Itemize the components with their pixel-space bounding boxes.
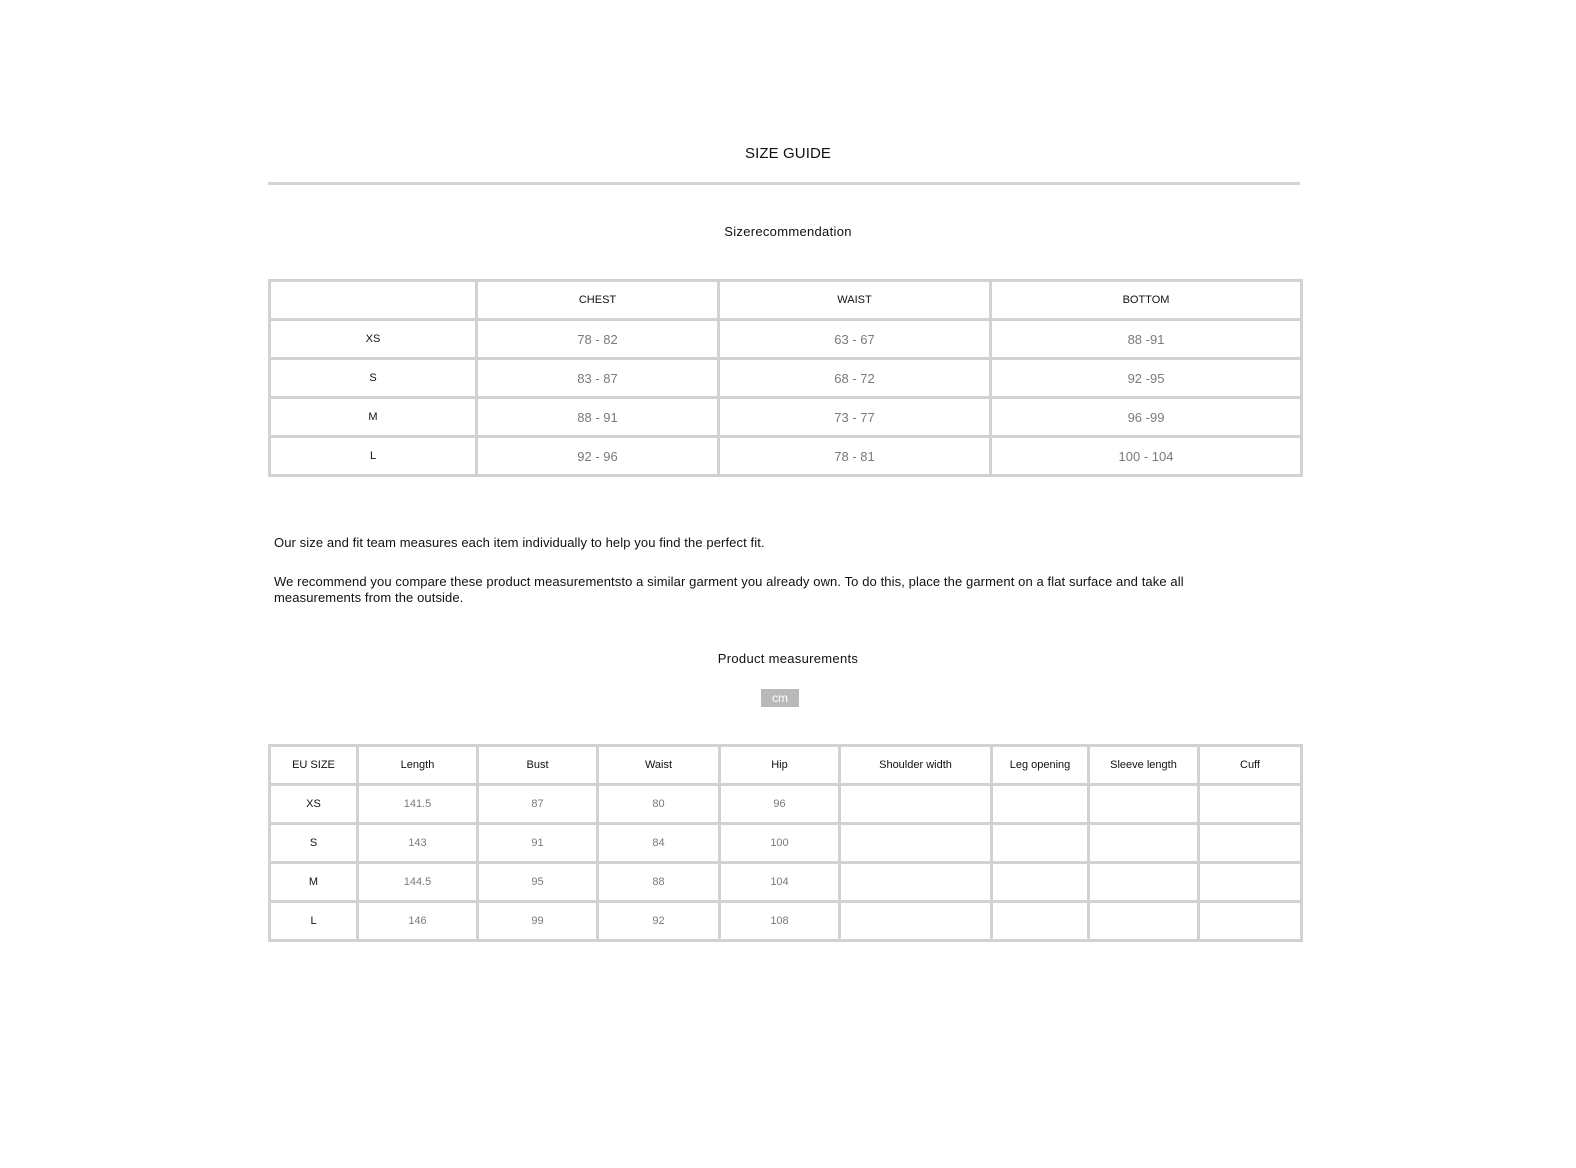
table-row [270,863,1302,902]
length-value: 146 [358,902,478,941]
length-value: 143 [358,824,478,863]
cuff-value [1199,863,1302,902]
table-row [270,359,1302,398]
sleeve-length-value [1089,824,1199,863]
waist-value: 73 - 77 [719,398,991,437]
bottom-value: 92 -95 [991,359,1302,398]
header-cell-shoulder-width: Shoulder width [840,746,992,785]
hip-value: 100 [720,824,840,863]
product-measurements-heading: Product measurements [717,651,859,666]
leg-opening-value [992,824,1089,863]
chest-value: 88 - 91 [477,398,719,437]
length-value: 144.5 [358,863,478,902]
header-cell-waist: WAIST [719,281,991,320]
bottom-value: 88 -91 [991,320,1302,359]
leg-opening-value [992,902,1089,941]
header-cell-sleeve-length: Sleeve length [1089,746,1199,785]
sleeve-length-value [1089,902,1199,941]
hip-value: 108 [720,902,840,941]
sleeve-length-value [1089,785,1199,824]
waist-value: 84 [598,824,720,863]
shoulder-width-value [840,902,992,941]
eu-size-label: S [270,824,358,863]
size-label: L [270,437,477,476]
unit-toggle-cm[interactable]: cm [761,689,799,707]
cuff-value [1199,785,1302,824]
shoulder-width-value [840,824,992,863]
bottom-value: 100 - 104 [991,437,1302,476]
product-measurements-table [268,744,1303,942]
table-row [270,320,1302,359]
chest-value: 92 - 96 [477,437,719,476]
eu-size-label: XS [270,785,358,824]
header-cell-bottom: BOTTOM [991,281,1302,320]
bust-value: 91 [478,824,598,863]
table-row [270,398,1302,437]
title-divider [268,182,1300,185]
table-header-row [270,746,1302,785]
waist-value: 68 - 72 [719,359,991,398]
chest-value: 83 - 87 [477,359,719,398]
bust-value: 87 [478,785,598,824]
waist-value: 92 [598,902,720,941]
cuff-value [1199,902,1302,941]
header-cell-size [270,281,477,320]
waist-value: 80 [598,785,720,824]
page-title: SIZE GUIDE [744,145,831,162]
sleeve-length-value [1089,863,1199,902]
header-cell-waist: Waist [598,746,720,785]
shoulder-width-value [840,785,992,824]
hip-value: 96 [720,785,840,824]
header-cell-bust: Bust [478,746,598,785]
table-header-row [270,281,1302,320]
fit-intro-text: Our size and fit team measures each item individually to help you find the perfect fit. [274,535,765,550]
hip-value: 104 [720,863,840,902]
header-cell-cuff: Cuff [1199,746,1302,785]
size-label: S [270,359,477,398]
bust-value: 95 [478,863,598,902]
leg-opening-value [992,863,1089,902]
table-row [270,785,1302,824]
waist-value: 88 [598,863,720,902]
header-cell-length: Length [358,746,478,785]
shoulder-width-value [840,863,992,902]
size-recommendation-table [268,279,1303,477]
table-row [270,437,1302,476]
cuff-value [1199,824,1302,863]
chest-value: 78 - 82 [477,320,719,359]
header-cell-eu-size: EU SIZE [270,746,358,785]
eu-size-label: M [270,863,358,902]
bottom-value: 96 -99 [991,398,1302,437]
header-cell-hip: Hip [720,746,840,785]
header-cell-leg-opening: Leg opening [992,746,1089,785]
waist-value: 78 - 81 [719,437,991,476]
bust-value: 99 [478,902,598,941]
table-row [270,824,1302,863]
size-recommendation-heading: Sizerecommendation [724,224,852,239]
length-value: 141.5 [358,785,478,824]
header-cell-chest: CHEST [477,281,719,320]
waist-value: 63 - 67 [719,320,991,359]
table-row [270,902,1302,941]
size-label: M [270,398,477,437]
eu-size-label: L [270,902,358,941]
leg-opening-value [992,785,1089,824]
measure-instructions-text: We recommend you compare these product measurementsto a similar garment you already own. To do this, place the garment on a flat surface and take all measurements from the outside. [274,574,1184,605]
size-label: XS [270,320,477,359]
